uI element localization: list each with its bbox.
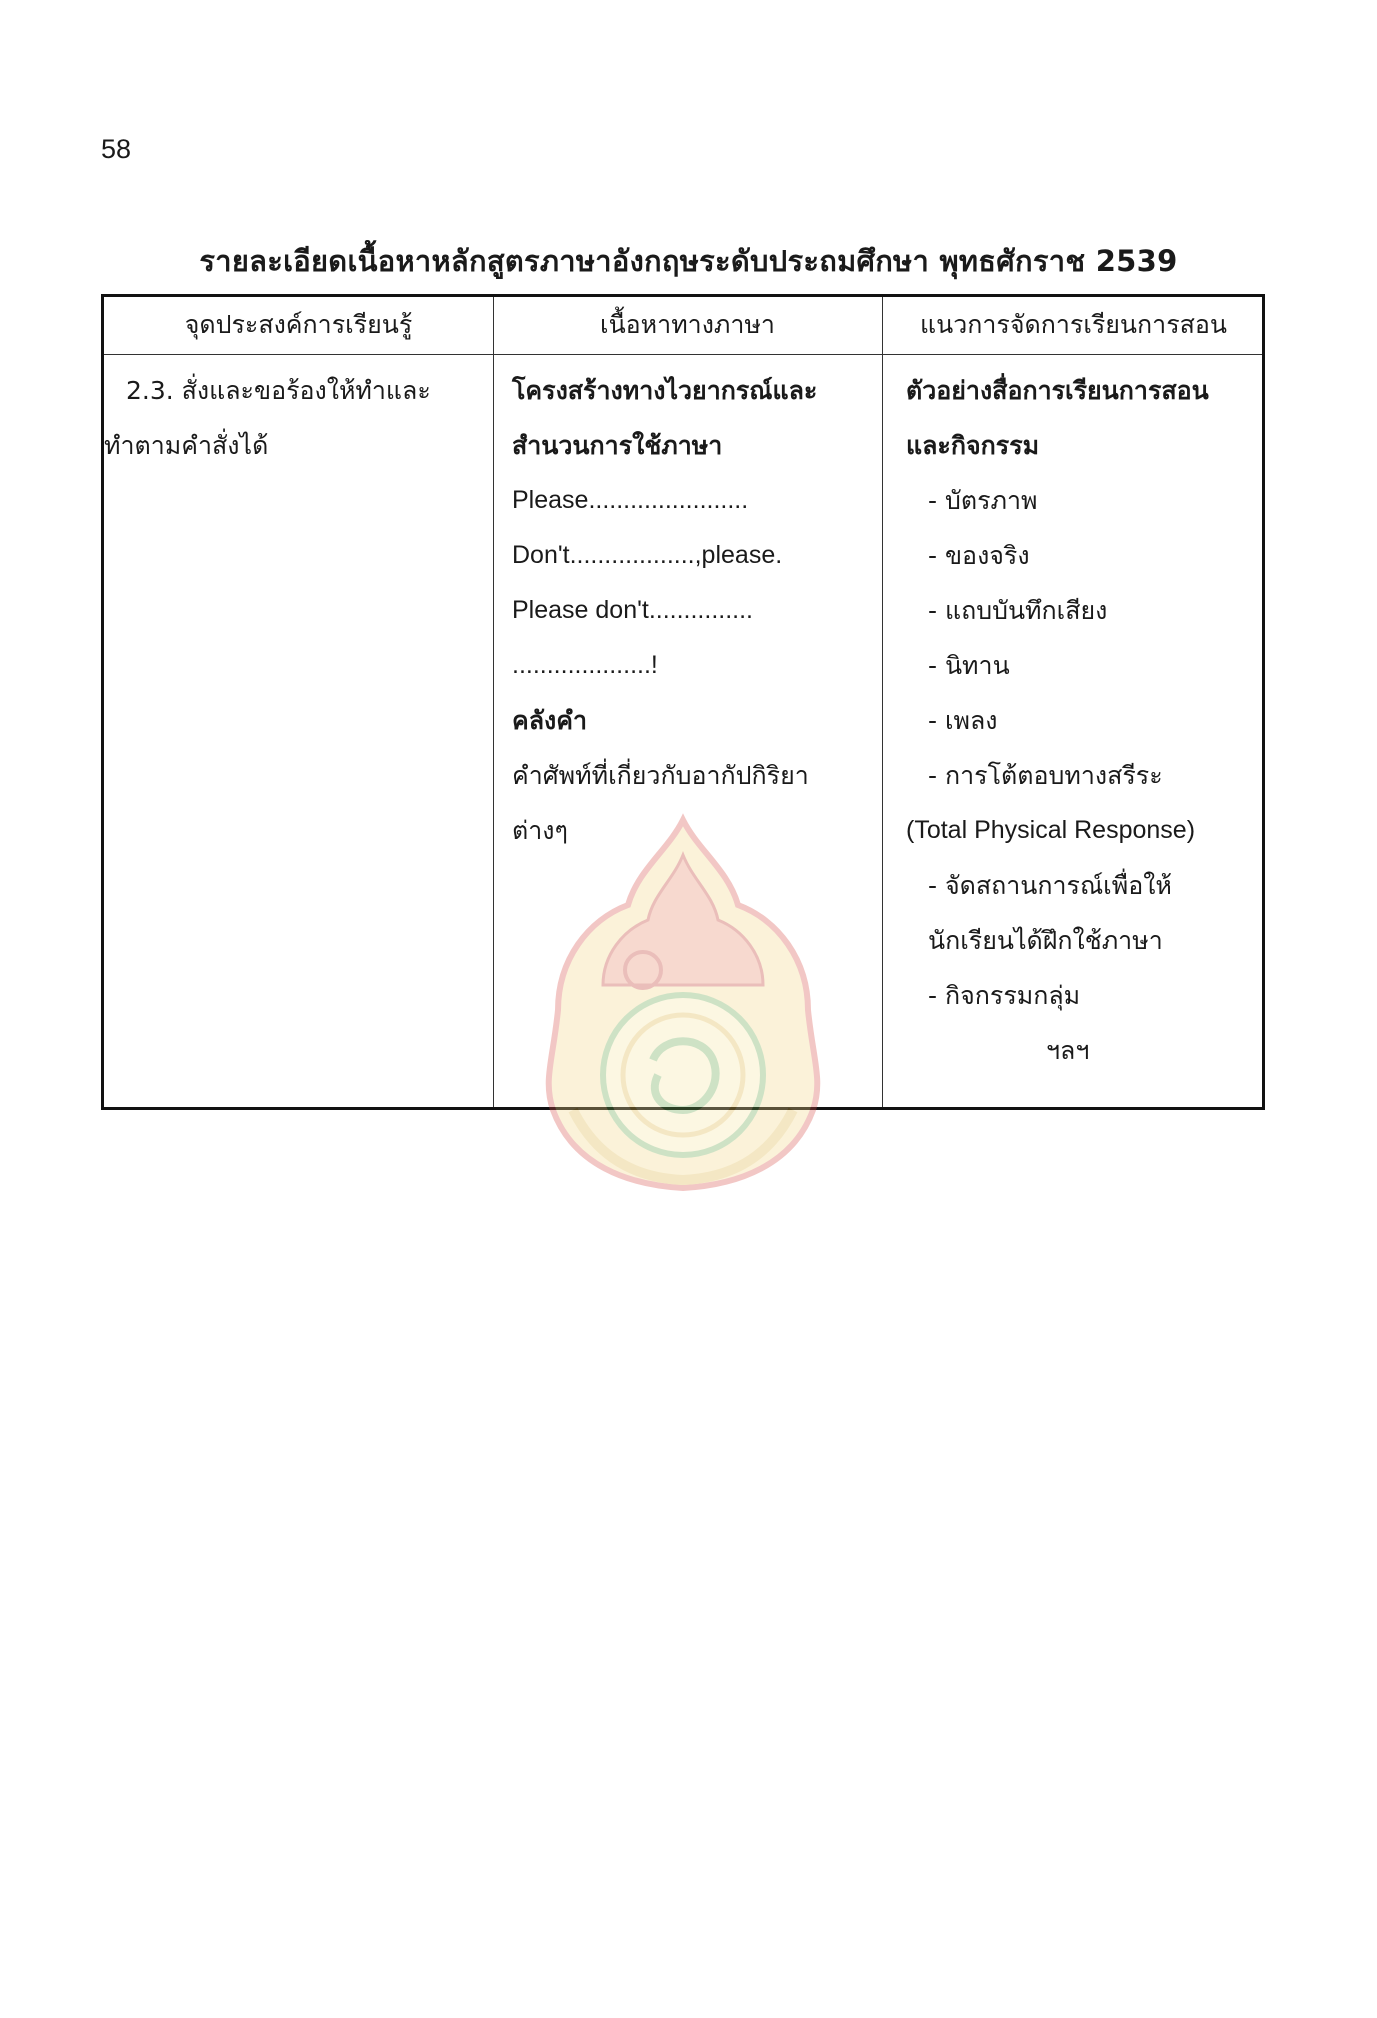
objective-line: 2.3. สั่งและขอร้องให้ทำและ	[126, 376, 431, 405]
tpr-line: (Total Physical Response)	[906, 816, 1196, 844]
pattern-line: ....................!	[512, 651, 658, 679]
header-content: เนื้อหาทางภาษา	[600, 310, 775, 339]
activities-heading: และกิจกรรม	[906, 431, 1040, 460]
header-divider	[104, 354, 1262, 355]
seal-banner	[573, 1110, 793, 1180]
activity-item: - นิทาน	[928, 651, 1010, 680]
activity-item: - เพลง	[928, 706, 998, 735]
page-number: 58	[101, 134, 132, 164]
structure-heading: สำนวนการใช้ภาษา	[512, 431, 723, 460]
structure-heading: โครงสร้างทางไวยากรณ์และ	[512, 376, 818, 405]
curriculum-table	[101, 294, 1265, 1110]
vocab-heading: คลังคำ	[512, 706, 588, 735]
activity-item: - แถบบันทึกเสียง	[928, 596, 1108, 625]
activity-item-continued: นักเรียนได้ฝึกใช้ภาษา	[928, 926, 1163, 955]
activity-item: - กิจกรรมกลุ่ม	[928, 981, 1081, 1010]
pattern-line: Please.......................	[512, 486, 749, 514]
header-objectives: จุดประสงค์การเรียนรู้	[184, 310, 413, 339]
etc-marker: ฯลฯ	[1046, 1036, 1090, 1065]
activities-heading: ตัวอย่างสื่อการเรียนการสอน	[906, 376, 1209, 405]
objective-line: ทำตามคำสั่งได้	[104, 431, 269, 460]
activity-item: - ของจริง	[928, 541, 1030, 570]
vocab-line: คำศัพท์ที่เกี่ยวกับอากัปกิริยา	[512, 761, 809, 790]
vocab-line: ต่างๆ	[512, 816, 568, 845]
activity-item: - การโต้ตอบทางสรีระ	[928, 761, 1163, 790]
pattern-line: Don't..................,please.	[512, 541, 783, 569]
column-divider	[882, 297, 883, 1107]
content-cell	[512, 363, 882, 858]
objectives-cell	[104, 363, 489, 473]
page-title: รายละเอียดเนื้อหาหลักสูตรภาษาอังกฤษระดับประถมศึกษา พุทธศักราช 2539	[199, 244, 1178, 278]
column-divider	[493, 297, 494, 1107]
header-activities: แนวการจัดการเรียนการสอน	[919, 310, 1227, 339]
activities-cell	[906, 363, 1266, 1078]
activity-item: - บัตรภาพ	[928, 486, 1038, 515]
pattern-line: Please don't...............	[512, 596, 754, 624]
activity-item: - จัดสถานการณ์เพื่อให้	[928, 871, 1172, 900]
